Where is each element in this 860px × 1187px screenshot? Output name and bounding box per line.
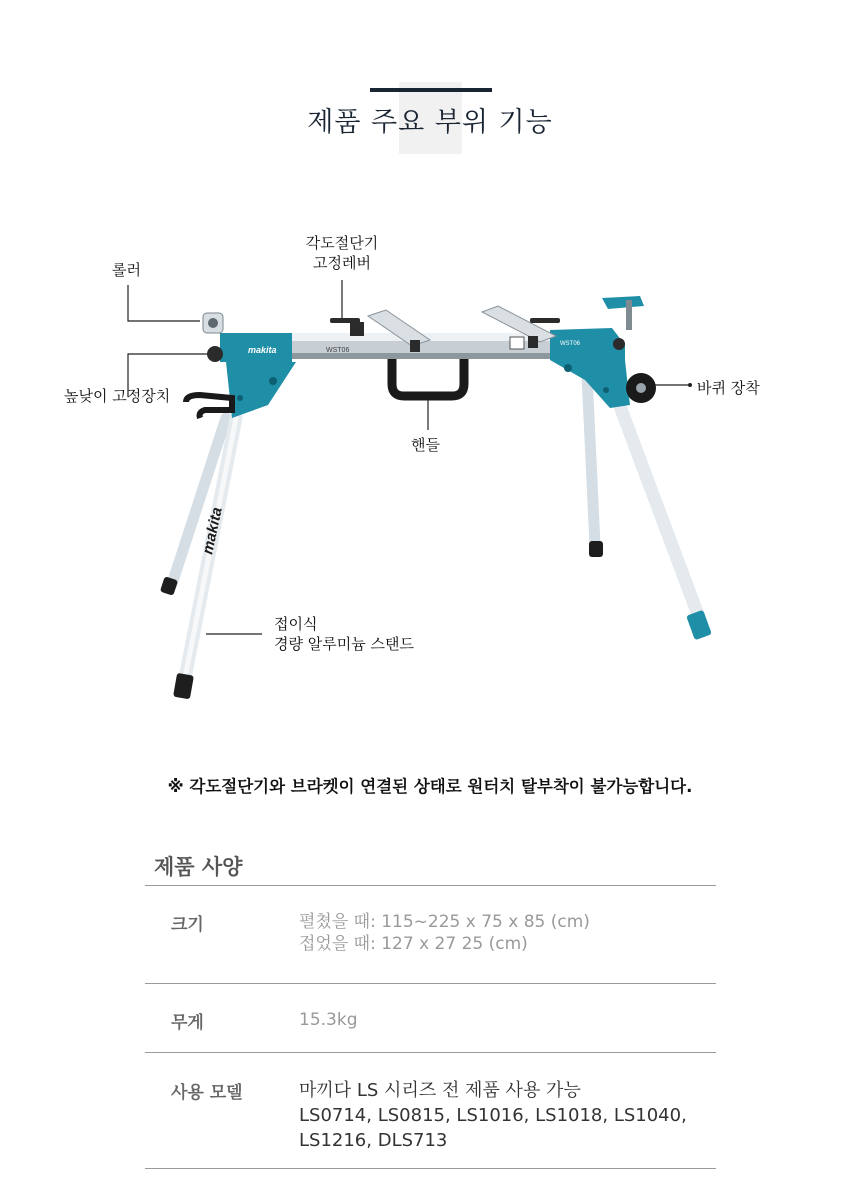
page-title: 제품 주요 부위 기능: [307, 107, 553, 138]
callout-height-lock: 높낮이 고정장치: [64, 387, 171, 405]
spec-value-models: [299, 1078, 687, 1153]
callout-angle-lever: [282, 233, 402, 273]
callout-angle-lever-line2: 고정레버: [313, 254, 371, 272]
callout-stand: [274, 614, 414, 654]
spec-value-weight-line1: 15.3kg: [299, 1010, 358, 1030]
spec-value-size: [299, 911, 590, 955]
spec-value-size-line2: 접었을 때: 127 x 27 25 (cm): [299, 934, 528, 954]
spec-value-size-line1: 펼쳤을 때: 115~225 x 75 x 85 (cm): [299, 912, 590, 932]
beam-logo: makita: [248, 345, 277, 355]
carry-handle: [392, 359, 464, 396]
callout-handle: 핸들: [411, 436, 440, 454]
model-label: WST06: [326, 347, 350, 354]
left-bracket: [186, 313, 296, 418]
callout-angle-lever-line1: 각도절단기: [305, 234, 379, 252]
leg-logo: makita: [199, 505, 226, 556]
spec-title: 제품 사양: [154, 855, 243, 879]
callout-wheel: 바퀴 장착: [697, 379, 760, 397]
spec-divider: [145, 1052, 716, 1053]
spec-value-weight: [299, 1009, 358, 1031]
model-label-right: WST06: [560, 341, 581, 347]
callout-stand-line2: 경량 알루미늄 스탠드: [274, 635, 414, 653]
right-bracket: [550, 296, 656, 408]
spec-divider: [145, 983, 716, 984]
spec-value-models-line1: 마끼다 LS 시리즈 전 제품 사용 가능: [299, 1080, 581, 1101]
spec-value-models-line3: LS1216, DLS713: [299, 1130, 448, 1151]
spec-value-models-line2: LS0714, LS0815, LS1016, LS1018, LS1040,: [299, 1105, 687, 1126]
spec-divider: [145, 1168, 716, 1169]
spec-label-size: 크기: [171, 915, 204, 935]
notice-text: ※ 각도절단기와 브라켓이 연결된 상태로 원터치 탈부착이 불가능합니다.: [167, 777, 693, 796]
callout-roller: 롤러: [112, 261, 141, 279]
spec-divider: [145, 885, 716, 886]
spec-label-models: 사용 모델: [171, 1083, 243, 1103]
front-legs: [173, 385, 712, 699]
spec-label-weight: 무게: [171, 1013, 204, 1033]
callout-stand-line1: 접이식: [274, 615, 318, 633]
